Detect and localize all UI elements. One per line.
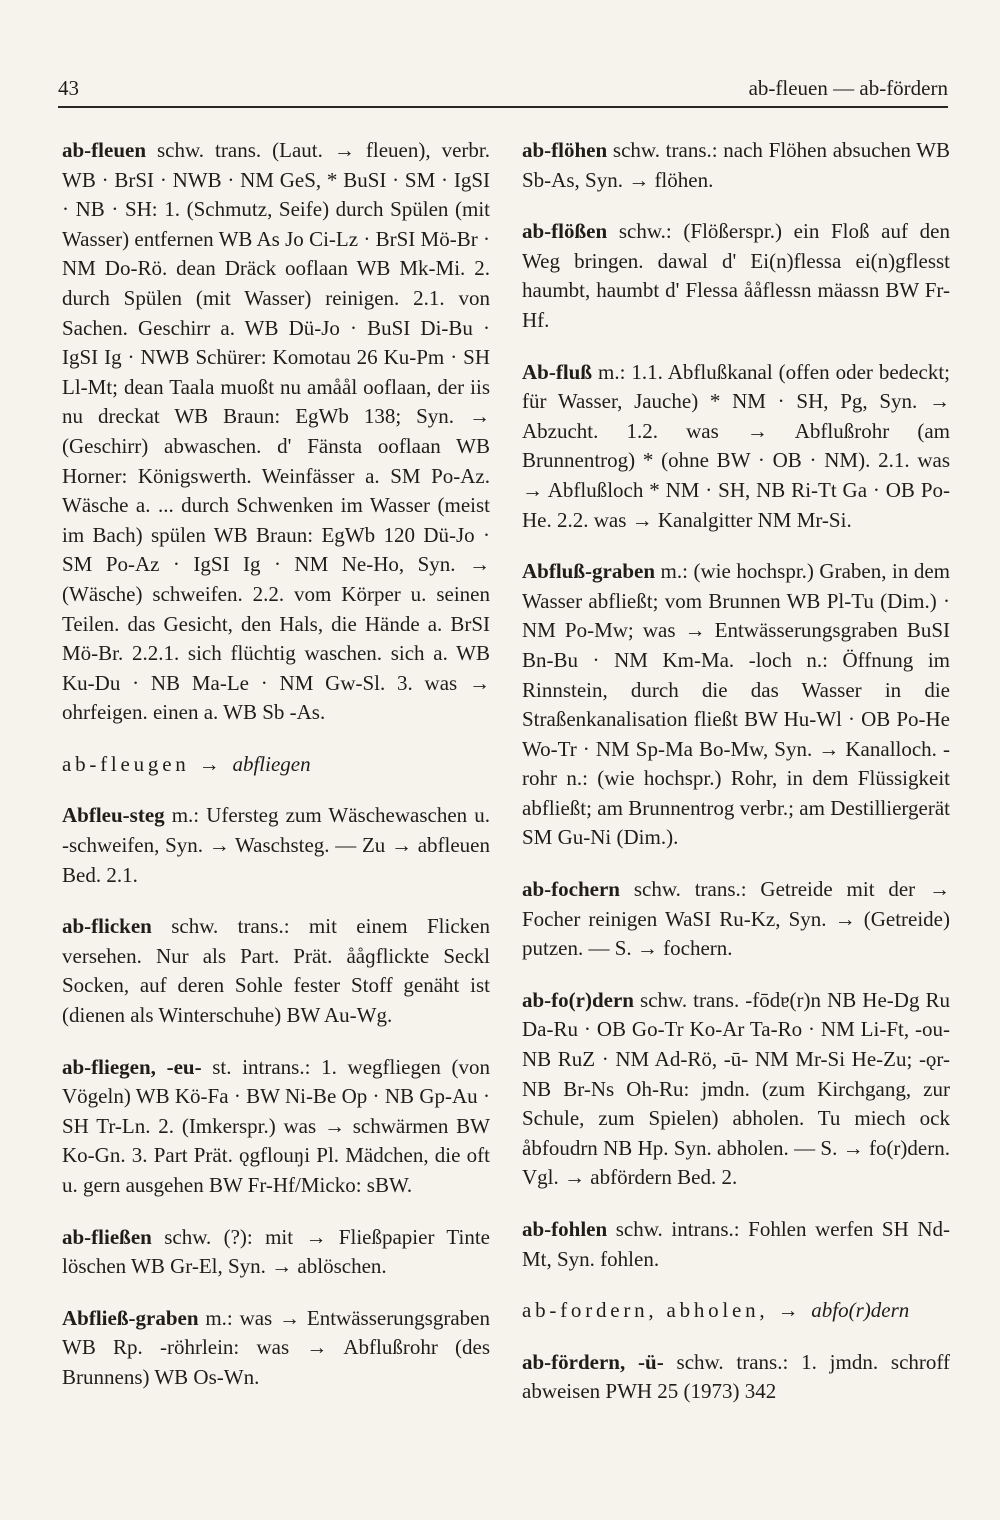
entry-headword: ab-fördern, -ü-	[522, 1349, 664, 1374]
entry-body: schw. trans.: 1. jmdn. schroff abweisen PWH 25 (1973) 342	[522, 1349, 950, 1404]
entry-body: m.: was → Entwässerungsgraben WB Rp. -röhrlein: was → Abflußrohr (des Brunnens) WB Os-Wn.	[62, 1305, 490, 1389]
entry-headword: ab-fleuen	[62, 138, 146, 162]
running-header	[58, 72, 948, 108]
cross-reference	[522, 1296, 950, 1326]
entry-body: m.: Ufersteg zum Wäschewaschen u. -schweifen, Syn. → Waschsteg. — Zu → abfleuen Bed. 2.1.	[62, 803, 490, 887]
entry-headword: ab-flöhen	[522, 138, 608, 162]
entry-body: schw. (?): mit → Fließpapier Tinte löschen WB Gr-El, Syn. → ablöschen.	[62, 1224, 490, 1279]
dictionary-entry	[62, 1053, 490, 1201]
entry-headword: Abfluß-graben	[522, 559, 656, 584]
dictionary-entry	[522, 557, 950, 853]
right-column	[522, 136, 950, 1429]
entry-headword: ab-fohlen	[522, 1217, 608, 1241]
xref-word: ab-fordern	[522, 1298, 649, 1323]
entry-headword: ab-flößen	[522, 219, 608, 244]
page-number: 43	[58, 76, 79, 100]
entry-body: schw. intrans.: Fohlen werfen SH Nd-Mt, Syn. fohlen.	[522, 1217, 950, 1271]
xref-line	[522, 1296, 950, 1326]
cross-reference	[62, 750, 490, 780]
entry-headword: Abfleu-steg	[62, 803, 165, 828]
entry-body: m.: (wie hochspr.) Graben, in dem Wasser abfließt; vom Brunnen WB Pl-Tu (Dim.) · NM Po-Mw; was → Entwässerungsgraben BuSI Bn-Bu · NM Km-Ma. -loch n.: Öffnung im Rinnstein, durch die das Wasser in die Straßenkanalisation fließt BW Hu-Wl · OB Po-He Wo-Tr · NM Sp-Ma Bo-Mw, Syn. → Kanalloch. -rohr n.: (wie hochspr.) Rohr, in dem Flüssigkeit abfließt; am Brunnentrog verbr.; am Destilliergerät SM Gu-Ni (Dim.).	[522, 559, 950, 850]
entry-headword: Abfließ-graben	[62, 1305, 199, 1330]
entry-headword: ab-fliegen, -eu-	[62, 1054, 202, 1079]
entry-headword: Ab-fluß	[522, 359, 593, 384]
arrow-icon: , abholen, →	[648, 1298, 812, 1323]
xref-target: abfliegen	[232, 751, 311, 776]
dictionary-entry	[62, 136, 490, 728]
xref-word: ab-fleugen	[62, 751, 190, 776]
entry-body: schw.: (Flößerspr.) ein Floß auf den Weg bringen. dawal d' Ei(n)flessa ei(n)gflesst haumbt, haumbt d' Flessa ååflessn mäassn BW Fr-Hf.	[522, 219, 950, 332]
entry-body: schw. trans.: mit einem Flicken versehen. Nur als Part. Prät. ååɡflickte Seckl Socken, auf deren Sohle fester Stoff genäht ist (dienen als Winterschuhe) BW Au-Wg.	[62, 914, 490, 1028]
left-column	[62, 136, 490, 1415]
dictionary-entry	[522, 358, 950, 536]
entry-headword: ab-fo(r)dern	[522, 987, 634, 1012]
dictionary-entry	[522, 1215, 950, 1274]
dictionary-entry	[62, 1223, 490, 1282]
entry-body: schw. trans. -fōdɐ(r)n NB He-Dg Ru Da-Ru · OB Go-Tr Ko-Ar Ta-Ro · NM Li-Ft, -ou- NB RuZ · NM Ad-Rö, -ū- NM Mr-Si He-Zu; -ǫr- NB Br-Ns Oh-Ru: jmdn. (zum Kirchgang, zur Schule, zum Spielen) abholen. Tu miech ock åbfoudrn NB Hp. Syn. abholen. — S. → fo(r)dern. Vgl. → abfördern Bed. 2.	[522, 987, 950, 1190]
entry-body: schw. trans. (Laut. → fleuen), verbr. WB · BrSI · NWB · NM GeS, * BuSI · SM · IgSI · NB · SH: 1. (Schmutz, Seife) durch Spülen (mit Wasser) entfernen WB As Jo Ci-Lz · BrSI Mö-Br · NM Do-Rö. dean Dräck ooflaan WB Mk-Mi. 2. durch Spülen (mit Wasser) reinigen. 2.1. von Sachen. Geschirr a. WB Dü-Jo · BuSI Di-Bu · IgSI Ig · NWB Schürer: Komotau 26 Ku-Pm · SH Ll-Mt; dean Taala muoßt nu amåål ooflaan, der iis nu dreckat WB Braun: EgWb 138; Syn. → (Geschirr) abwaschen. d' Fänsta ooflaan WB Horner: Königswerth. Weinfässer a. SM Po-Az. Wäsche a. ... durch Schwenken im Wasser (meist im Bach) spülen WB Braun: EgWb 120 Dü-Jo · SM Po-Az · IgSI Ig · NM Ne-Ho, Syn. → (Wäsche) schweifen. 2.2. vom Körper u. seinen Teilen. das Gesicht, den Hals, die Hände a. BrSI Mö-Br. 2.2.1. sich flüchtig waschen. sich a. WB Ku-Du · NB Ma-Le · NM Gw-Sl. 3. was → ohrfeigen. einen a. WB Sb -As.	[62, 138, 490, 725]
dictionary-entry	[522, 217, 950, 335]
entry-headword: ab-fließen	[62, 1224, 152, 1249]
dictionary-entry	[62, 801, 490, 890]
entry-body: schw. trans.: nach Flöhen absuchen WB Sb-As, Syn. → flöhen.	[522, 138, 950, 192]
entry-headword: ab-fochern	[522, 877, 620, 902]
headword-range: ab-fleuen — ab-fördern	[748, 76, 948, 100]
dictionary-entry	[522, 1348, 950, 1407]
entry-body: st. intrans.: 1. wegfliegen (von Vögeln) WB Kö-Fa · BW Ni-Be Op · NB Gp-Au · SH Tr-Ln. 2. (Imkerspr.) was → schwärmen BW Ko-Gn. 3. Part Prät. ǫgflouŋi Pl. Mädchen, die oft u. gern ausgehen BW Fr-Hf/Micko: sBW.	[62, 1054, 490, 1197]
entry-body: schw. trans.: Getreide mit der → Focher reinigen WaSI Ru-Kz, Syn. → (Getreide) putzen. — S. → fochern.	[522, 877, 950, 961]
arrow-icon: →	[189, 751, 233, 776]
entry-headword: ab-flicken	[62, 914, 152, 939]
dictionary-entry	[522, 136, 950, 195]
xref-line	[62, 750, 490, 780]
xref-target: abfo(r)dern	[811, 1298, 910, 1323]
dictionary-entry	[62, 912, 490, 1030]
entry-body: m.: 1.1. Abflußkanal (offen oder bedeckt; für Wasser, Jauche) * NM · SH, Pg, Syn. → Abzucht. 1.2. was → Abflußrohr (am Brunnentrog) * (ohne BW · OB · NM). 2.1. was → Abflußloch * NM · SH, NB Ri-Tt Ga · OB Po-He. 2.2. was → Kanalgitter NM Mr-Si.	[522, 359, 950, 532]
dictionary-entry	[522, 875, 950, 964]
dictionary-entry	[522, 986, 950, 1193]
dictionary-entry	[62, 1304, 490, 1393]
